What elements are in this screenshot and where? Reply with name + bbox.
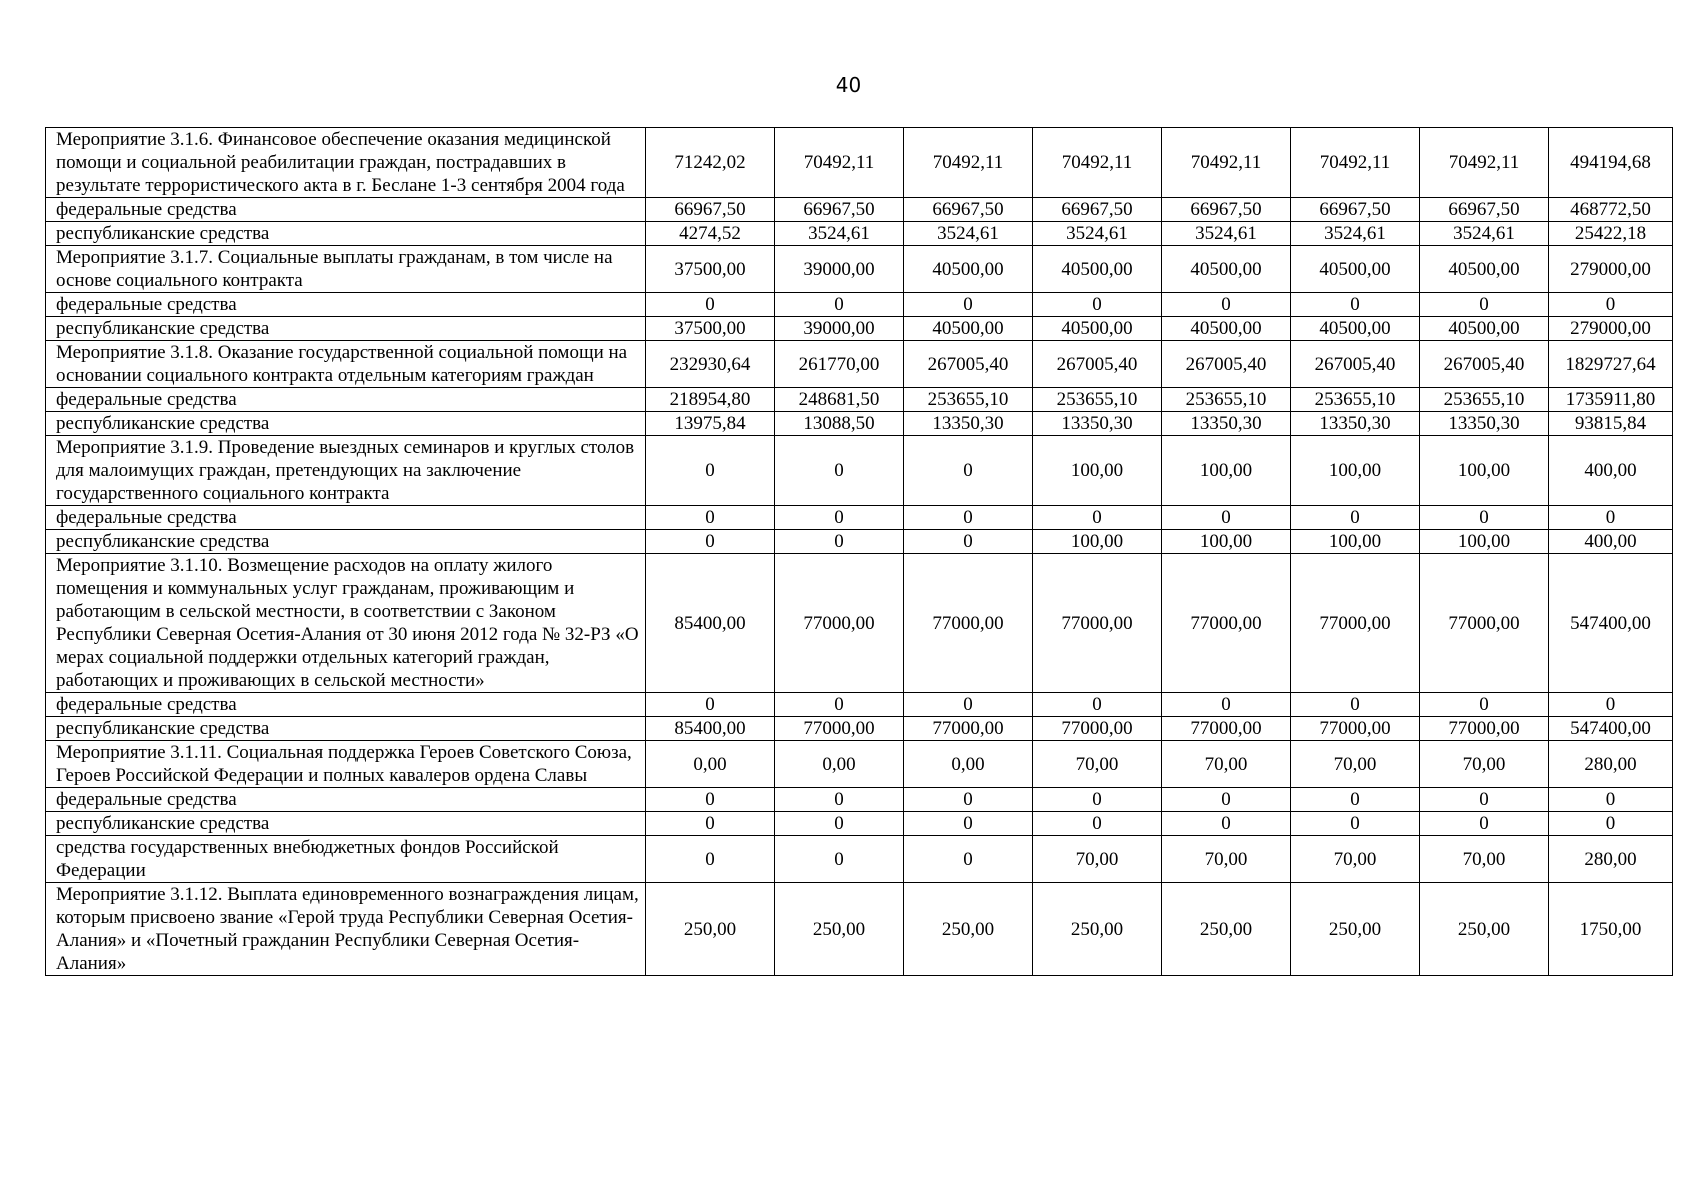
table-body — [46, 128, 1673, 976]
value-cell: 0 — [1420, 693, 1549, 717]
value-cell: 0 — [775, 836, 904, 883]
value-cell: 100,00 — [1420, 436, 1549, 506]
value-cell: 66967,50 — [775, 198, 904, 222]
value-cell: 468772,50 — [1549, 198, 1673, 222]
row-label: республиканские средства — [46, 812, 646, 836]
table-row — [46, 554, 1673, 693]
value-cell: 85400,00 — [646, 554, 775, 693]
value-cell: 0 — [1033, 293, 1162, 317]
row-label: Мероприятие 3.1.10. Возмещение расходов на оплату жилого помещения и коммунальных услуг гражданам, проживающим и работающим в сельской местности, в соответствии с Законом Республики Северная Осетия-Алания от 30 июня 2012 года № 32-РЗ «О мерах социальной поддержки отдельных категорий граждан, работающих и проживающих в сельской местности» — [46, 554, 646, 693]
value-cell: 70,00 — [1291, 836, 1420, 883]
value-cell: 13350,30 — [1033, 412, 1162, 436]
row-label: Мероприятие 3.1.8. Оказание государственной социальной помощи на основании социального контракта отдельным категориям граждан — [46, 341, 646, 388]
table-row — [46, 293, 1673, 317]
row-label: республиканские средства — [46, 412, 646, 436]
row-label: республиканские средства — [46, 717, 646, 741]
value-cell: 77000,00 — [1420, 554, 1549, 693]
value-cell: 0 — [646, 530, 775, 554]
value-cell: 250,00 — [1033, 883, 1162, 976]
value-cell: 0 — [904, 693, 1033, 717]
value-cell: 0,00 — [904, 741, 1033, 788]
value-cell: 77000,00 — [1420, 717, 1549, 741]
value-cell: 0,00 — [646, 741, 775, 788]
value-cell: 70492,11 — [1420, 128, 1549, 198]
value-cell: 0 — [1162, 812, 1291, 836]
value-cell: 13350,30 — [1291, 412, 1420, 436]
row-label: федеральные средства — [46, 506, 646, 530]
value-cell: 0 — [1549, 293, 1673, 317]
value-cell: 77000,00 — [1162, 554, 1291, 693]
row-label: Мероприятие 3.1.9. Проведение выездных семинаров и круглых столов для малоимущих граждан, претендующих на заключение государственного социального контракта — [46, 436, 646, 506]
value-cell: 70,00 — [1162, 741, 1291, 788]
table-row — [46, 717, 1673, 741]
value-cell: 253655,10 — [904, 388, 1033, 412]
value-cell: 40500,00 — [1033, 317, 1162, 341]
value-cell: 3524,61 — [1291, 222, 1420, 246]
value-cell: 40500,00 — [1033, 246, 1162, 293]
value-cell: 218954,80 — [646, 388, 775, 412]
value-cell: 100,00 — [1291, 530, 1420, 554]
value-cell: 39000,00 — [775, 246, 904, 293]
value-cell: 253655,10 — [1420, 388, 1549, 412]
value-cell: 0 — [904, 836, 1033, 883]
value-cell: 70,00 — [1162, 836, 1291, 883]
value-cell: 77000,00 — [904, 717, 1033, 741]
value-cell: 279000,00 — [1549, 317, 1673, 341]
value-cell: 4274,52 — [646, 222, 775, 246]
value-cell: 71242,02 — [646, 128, 775, 198]
table-row — [46, 412, 1673, 436]
value-cell: 261770,00 — [775, 341, 904, 388]
value-cell: 1829727,64 — [1549, 341, 1673, 388]
table-row — [46, 388, 1673, 412]
row-label: Мероприятие 3.1.6. Финансовое обеспечение оказания медицинской помощи и социальной реабилитации граждан, пострадавших в результате террористического акта в г. Беслане 1-3 сентября 2004 года — [46, 128, 646, 198]
table-row — [46, 198, 1673, 222]
value-cell: 0 — [904, 293, 1033, 317]
value-cell: 400,00 — [1549, 436, 1673, 506]
value-cell: 13350,30 — [1420, 412, 1549, 436]
value-cell: 3524,61 — [904, 222, 1033, 246]
value-cell: 0 — [775, 436, 904, 506]
value-cell: 0 — [1420, 788, 1549, 812]
table-row — [46, 246, 1673, 293]
value-cell: 70492,11 — [904, 128, 1033, 198]
value-cell: 3524,61 — [1420, 222, 1549, 246]
funding-table — [45, 127, 1673, 976]
table-row — [46, 341, 1673, 388]
value-cell: 77000,00 — [775, 717, 904, 741]
table-row — [46, 530, 1673, 554]
value-cell: 0 — [1420, 812, 1549, 836]
value-cell: 0 — [1291, 812, 1420, 836]
value-cell: 267005,40 — [1162, 341, 1291, 388]
value-cell: 40500,00 — [1291, 246, 1420, 293]
table-row — [46, 883, 1673, 976]
value-cell: 0 — [646, 293, 775, 317]
row-label: Мероприятие 3.1.12. Выплата единовременного вознаграждения лицам, которым присвоено звание «Герой труда Республики Северная Осетия-Алания» и «Почетный гражданин Республики Северная Осетия-Алания» — [46, 883, 646, 976]
value-cell: 0 — [646, 836, 775, 883]
value-cell: 70492,11 — [1162, 128, 1291, 198]
value-cell: 0 — [646, 693, 775, 717]
value-cell: 0 — [1291, 788, 1420, 812]
value-cell: 250,00 — [646, 883, 775, 976]
value-cell: 70,00 — [1420, 836, 1549, 883]
row-label: федеральные средства — [46, 693, 646, 717]
value-cell: 100,00 — [1162, 436, 1291, 506]
value-cell: 253655,10 — [1033, 388, 1162, 412]
table-row — [46, 128, 1673, 198]
value-cell: 66967,50 — [1420, 198, 1549, 222]
value-cell: 77000,00 — [1033, 554, 1162, 693]
value-cell: 0 — [1549, 506, 1673, 530]
row-label: федеральные средства — [46, 388, 646, 412]
value-cell: 40500,00 — [1162, 246, 1291, 293]
row-label: Мероприятие 3.1.7. Социальные выплаты гражданам, в том числе на основе социального контракта — [46, 246, 646, 293]
value-cell: 77000,00 — [1162, 717, 1291, 741]
value-cell: 267005,40 — [904, 341, 1033, 388]
value-cell: 37500,00 — [646, 317, 775, 341]
value-cell: 253655,10 — [1162, 388, 1291, 412]
value-cell: 40500,00 — [1162, 317, 1291, 341]
value-cell: 0 — [775, 693, 904, 717]
value-cell: 39000,00 — [775, 317, 904, 341]
value-cell: 0 — [646, 812, 775, 836]
value-cell: 66967,50 — [646, 198, 775, 222]
table-row — [46, 741, 1673, 788]
value-cell: 0 — [1033, 812, 1162, 836]
value-cell: 77000,00 — [775, 554, 904, 693]
value-cell: 0 — [1162, 693, 1291, 717]
value-cell: 0 — [1033, 506, 1162, 530]
value-cell: 70,00 — [1420, 741, 1549, 788]
value-cell: 547400,00 — [1549, 554, 1673, 693]
value-cell: 0 — [904, 812, 1033, 836]
value-cell: 0 — [1420, 506, 1549, 530]
value-cell: 0 — [904, 788, 1033, 812]
value-cell: 0 — [1549, 812, 1673, 836]
value-cell: 0 — [904, 506, 1033, 530]
table-row — [46, 436, 1673, 506]
value-cell: 0 — [1291, 693, 1420, 717]
value-cell: 0 — [1033, 693, 1162, 717]
value-cell: 66967,50 — [904, 198, 1033, 222]
value-cell: 279000,00 — [1549, 246, 1673, 293]
value-cell: 3524,61 — [775, 222, 904, 246]
value-cell: 13088,50 — [775, 412, 904, 436]
value-cell: 77000,00 — [1291, 554, 1420, 693]
value-cell: 0 — [1033, 788, 1162, 812]
value-cell: 0 — [1162, 788, 1291, 812]
table-row — [46, 812, 1673, 836]
value-cell: 77000,00 — [1291, 717, 1420, 741]
value-cell: 0 — [1549, 788, 1673, 812]
value-cell: 0 — [646, 506, 775, 530]
value-cell: 250,00 — [1420, 883, 1549, 976]
table-row — [46, 222, 1673, 246]
value-cell: 250,00 — [904, 883, 1033, 976]
value-cell: 232930,64 — [646, 341, 775, 388]
value-cell: 40500,00 — [1420, 317, 1549, 341]
value-cell: 3524,61 — [1162, 222, 1291, 246]
value-cell: 3524,61 — [1033, 222, 1162, 246]
value-cell: 0 — [775, 788, 904, 812]
value-cell: 400,00 — [1549, 530, 1673, 554]
value-cell: 267005,40 — [1420, 341, 1549, 388]
value-cell: 40500,00 — [904, 246, 1033, 293]
value-cell: 13350,30 — [904, 412, 1033, 436]
value-cell: 77000,00 — [1033, 717, 1162, 741]
row-label: федеральные средства — [46, 198, 646, 222]
value-cell: 494194,68 — [1549, 128, 1673, 198]
value-cell: 0 — [1162, 506, 1291, 530]
value-cell: 100,00 — [1033, 436, 1162, 506]
value-cell: 0,00 — [775, 741, 904, 788]
value-cell: 1735911,80 — [1549, 388, 1673, 412]
value-cell: 547400,00 — [1549, 717, 1673, 741]
value-cell: 40500,00 — [1291, 317, 1420, 341]
value-cell: 267005,40 — [1033, 341, 1162, 388]
value-cell: 40500,00 — [904, 317, 1033, 341]
value-cell: 0 — [646, 788, 775, 812]
row-label: республиканские средства — [46, 530, 646, 554]
value-cell: 100,00 — [1291, 436, 1420, 506]
table-row — [46, 317, 1673, 341]
value-cell: 100,00 — [1420, 530, 1549, 554]
table-row — [46, 506, 1673, 530]
value-cell: 70492,11 — [775, 128, 904, 198]
value-cell: 0 — [646, 436, 775, 506]
value-cell: 280,00 — [1549, 836, 1673, 883]
value-cell: 0 — [1291, 506, 1420, 530]
value-cell: 267005,40 — [1291, 341, 1420, 388]
row-label: республиканские средства — [46, 222, 646, 246]
value-cell: 0 — [904, 436, 1033, 506]
value-cell: 93815,84 — [1549, 412, 1673, 436]
value-cell: 66967,50 — [1162, 198, 1291, 222]
table-row — [46, 836, 1673, 883]
value-cell: 0 — [904, 530, 1033, 554]
value-cell: 0 — [1420, 293, 1549, 317]
table-row — [46, 693, 1673, 717]
value-cell: 13350,30 — [1162, 412, 1291, 436]
value-cell: 0 — [775, 530, 904, 554]
value-cell: 77000,00 — [904, 554, 1033, 693]
value-cell: 0 — [775, 293, 904, 317]
value-cell: 248681,50 — [775, 388, 904, 412]
table-row — [46, 788, 1673, 812]
row-label: федеральные средства — [46, 293, 646, 317]
value-cell: 0 — [775, 812, 904, 836]
value-cell: 253655,10 — [1291, 388, 1420, 412]
value-cell: 0 — [775, 506, 904, 530]
value-cell: 0 — [1162, 293, 1291, 317]
value-cell: 66967,50 — [1291, 198, 1420, 222]
value-cell: 40500,00 — [1420, 246, 1549, 293]
value-cell: 100,00 — [1033, 530, 1162, 554]
value-cell: 37500,00 — [646, 246, 775, 293]
value-cell: 0 — [1291, 293, 1420, 317]
value-cell: 70,00 — [1033, 741, 1162, 788]
value-cell: 100,00 — [1162, 530, 1291, 554]
value-cell: 250,00 — [1162, 883, 1291, 976]
value-cell: 250,00 — [775, 883, 904, 976]
value-cell: 13975,84 — [646, 412, 775, 436]
value-cell: 70,00 — [1291, 741, 1420, 788]
row-label: республиканские средства — [46, 317, 646, 341]
value-cell: 250,00 — [1291, 883, 1420, 976]
value-cell: 70492,11 — [1291, 128, 1420, 198]
value-cell: 66967,50 — [1033, 198, 1162, 222]
row-label: средства государственных внебюджетных фондов Российской Федерации — [46, 836, 646, 883]
value-cell: 70,00 — [1033, 836, 1162, 883]
row-label: федеральные средства — [46, 788, 646, 812]
value-cell: 280,00 — [1549, 741, 1673, 788]
value-cell: 1750,00 — [1549, 883, 1673, 976]
value-cell: 0 — [1549, 693, 1673, 717]
value-cell: 85400,00 — [646, 717, 775, 741]
row-label: Мероприятие 3.1.11. Социальная поддержка Героев Советского Союза, Героев Российской Федерации и полных кавалеров ордена Славы — [46, 741, 646, 788]
value-cell: 25422,18 — [1549, 222, 1673, 246]
value-cell: 70492,11 — [1033, 128, 1162, 198]
page-number: 40 — [835, 73, 862, 97]
